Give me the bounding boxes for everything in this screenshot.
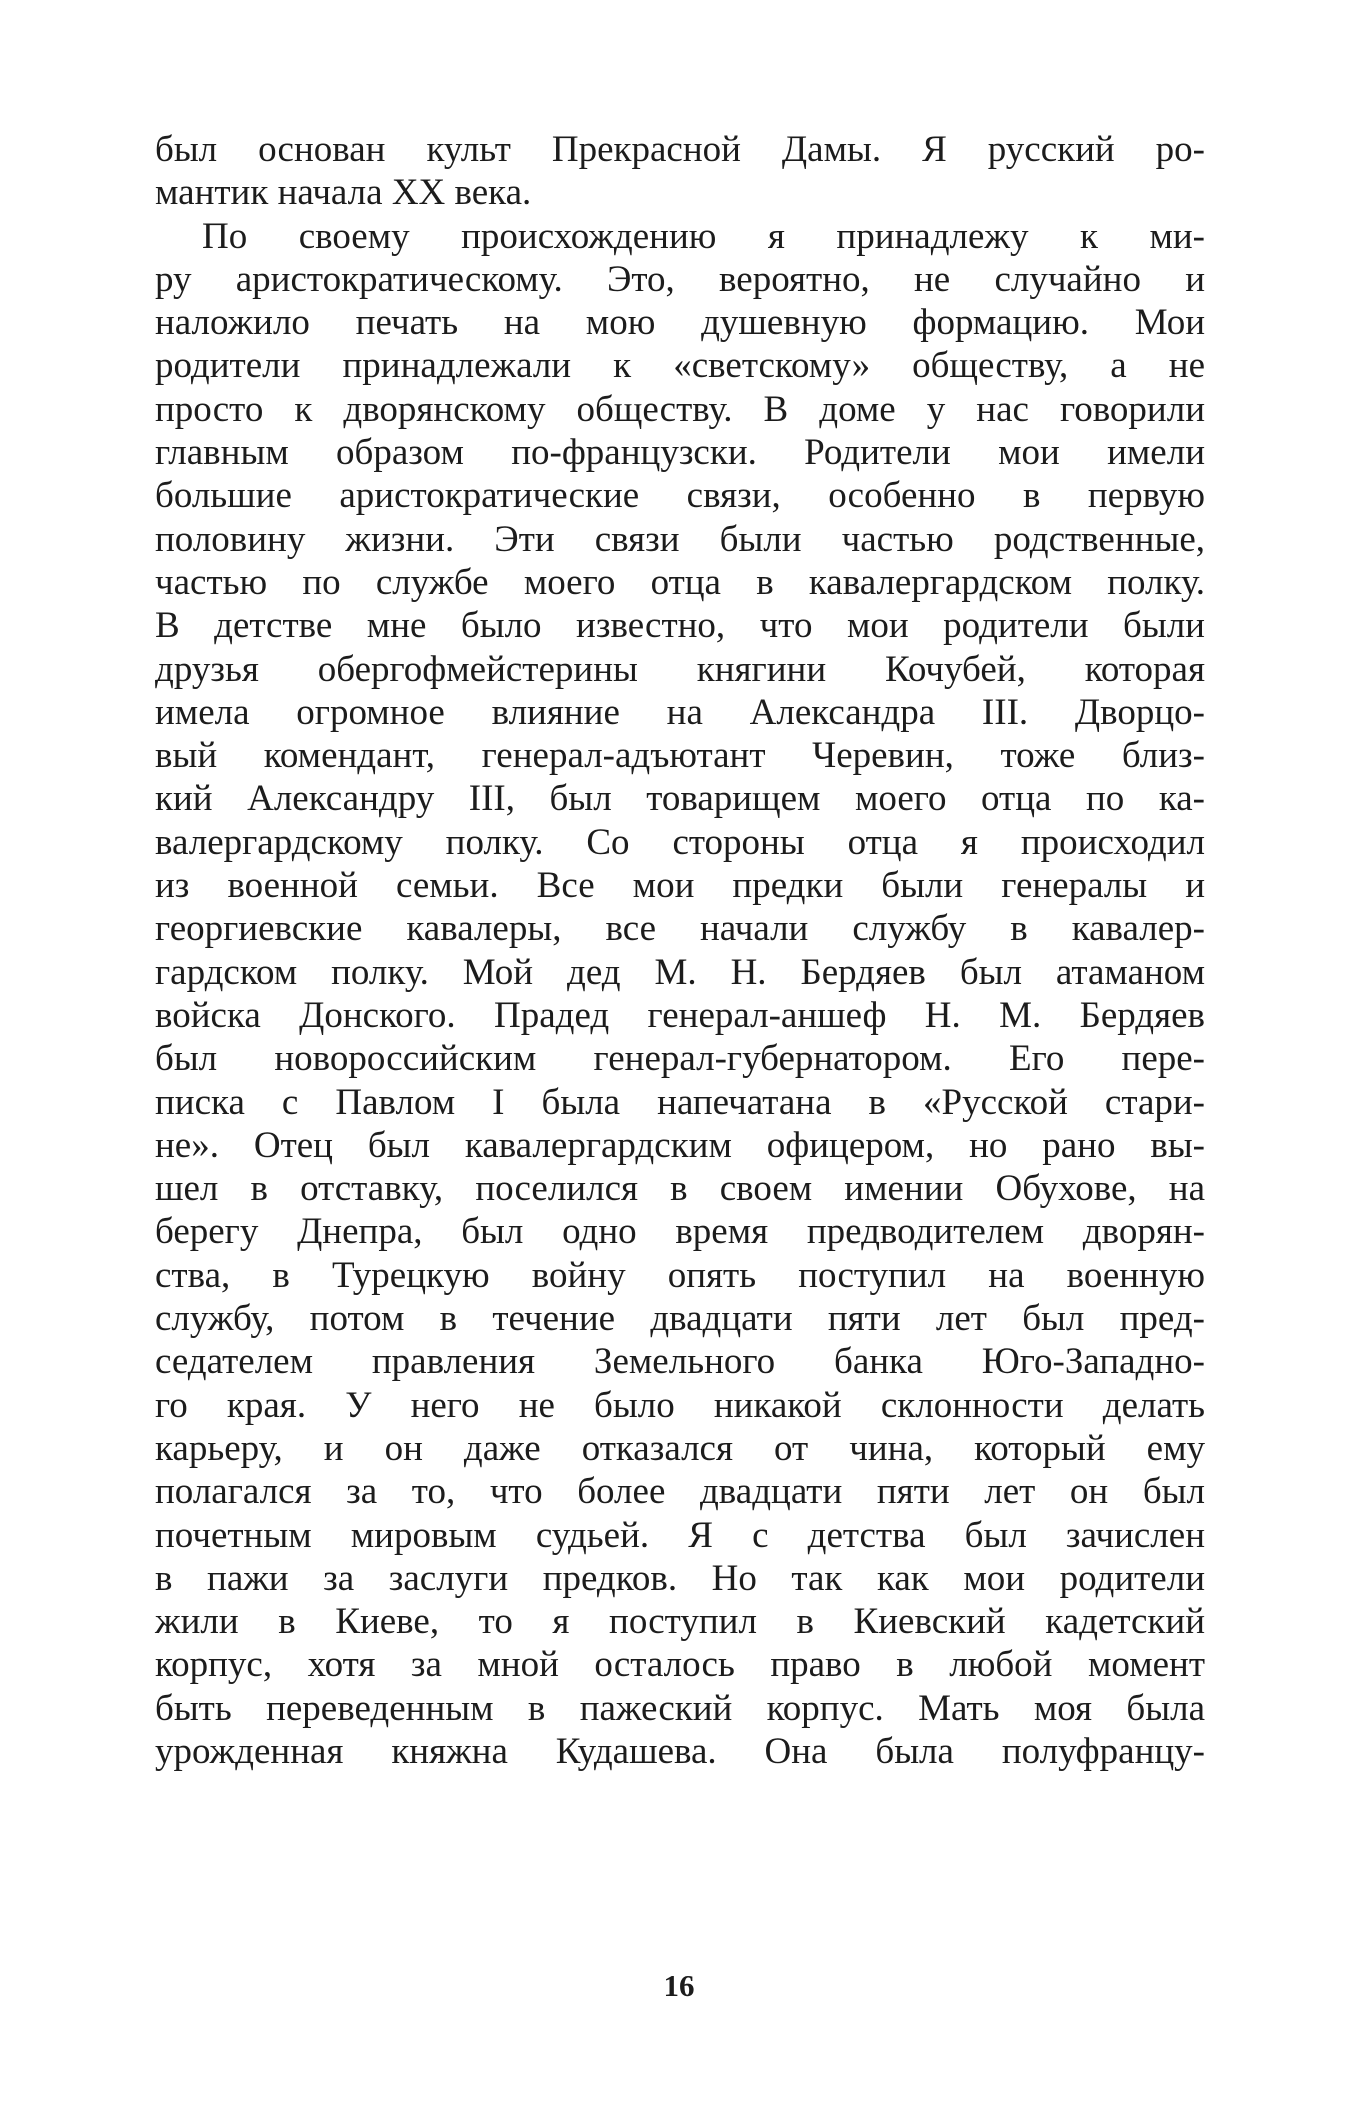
text-line: наложило печать на мою душевную формацию. Мои — [155, 302, 1205, 344]
text-line: ства, в Турецкую войну опять поступил на военную — [155, 1254, 1205, 1296]
text-line: большие аристократические связи, особенно в первую — [155, 475, 1205, 517]
text-line: в пажи за заслуги предков. Но так как мои родители — [155, 1557, 1205, 1599]
paragraph — [155, 215, 1205, 1774]
text-line: го края. У него не было никакой склонности делать — [155, 1384, 1205, 1426]
text-line: полагался за то, что более двадцати пяти лет он был — [155, 1471, 1205, 1513]
text-line: был основан культ Прекрасной Дамы. Я русский ро- — [155, 129, 1205, 170]
text-line: жили в Киеве, то я поступил в Киевский кадетский — [155, 1601, 1205, 1643]
text-line: гардском полку. Мой дед М. Н. Бердяев был атаманом — [155, 951, 1205, 993]
text-line: ру аристократическому. Это, вероятно, не случайно и — [155, 258, 1205, 300]
text-line: шел в отставку, поселился в своем имении Обухове, на — [155, 1168, 1205, 1210]
text-line: мантик начала XX века. — [155, 172, 532, 214]
text-line: урожденная княжна Кудашева. Она была полуфранцу- — [155, 1730, 1205, 1772]
text-line: главным образом по-французски. Родители мои имели — [155, 432, 1205, 474]
page-body-text — [155, 128, 1205, 1773]
text-line: По своему происхождению я принадлежу к ми- — [202, 215, 1205, 257]
text-line: частью по службе моего отца в кавалергардском полку. — [155, 561, 1205, 603]
text-line: В детстве мне было известно, что мои родители были — [155, 605, 1205, 647]
text-line: карьеру, и он даже отказался от чина, который ему — [155, 1427, 1205, 1469]
text-line: службу, потом в течение двадцати пяти лет был пред- — [155, 1298, 1205, 1340]
text-line: вый комендант, генерал-адъютант Черевин, тоже близ- — [155, 735, 1205, 777]
text-line: писка с Павлом I была напечатана в «Русской стари- — [155, 1081, 1205, 1123]
text-line: почетным мировым судьей. Я с детства был зачислен — [155, 1514, 1205, 1556]
text-line: седателем правления Земельного банка Юго-Западно- — [155, 1341, 1205, 1383]
text-line: не». Отец был кавалергардским офицером, но рано вы- — [155, 1124, 1205, 1166]
page-number: 16 — [663, 1968, 695, 2003]
text-line: был новороссийским генерал-губернатором. Его пере- — [155, 1038, 1205, 1080]
text-line: друзья обергофмейстерины княгини Кочубей, которая — [155, 648, 1205, 690]
text-line: родители принадлежали к «светскому» обществу, а не — [155, 345, 1205, 387]
text-line: имела огромное влияние на Александра III. Дворцо- — [155, 691, 1205, 733]
text-line: быть переведенным в пажеский корпус. Мать моя была — [155, 1687, 1205, 1729]
text-line: георгиевские кавалеры, все начали службу в кавалер- — [155, 908, 1205, 950]
text-line: просто к дворянскому обществу. В доме у нас говорили — [155, 388, 1205, 430]
text-line: войска Донского. Прадед генерал-аншеф Н. М. Бердяев — [155, 994, 1205, 1036]
paragraph — [155, 128, 1205, 215]
text-line: кий Александру III, был товарищем моего отца по ка- — [155, 778, 1205, 820]
text-line: берегу Днепра, был одно время предводителем дворян- — [155, 1211, 1205, 1253]
text-line: половину жизни. Эти связи были частью родственные, — [155, 518, 1205, 560]
text-line: корпус, хотя за мной осталось право в любой момент — [155, 1644, 1205, 1686]
text-line: валергардскому полку. Со стороны отца я происходил — [155, 821, 1205, 863]
text-line: из военной семьи. Все мои предки были генералы и — [155, 865, 1205, 907]
